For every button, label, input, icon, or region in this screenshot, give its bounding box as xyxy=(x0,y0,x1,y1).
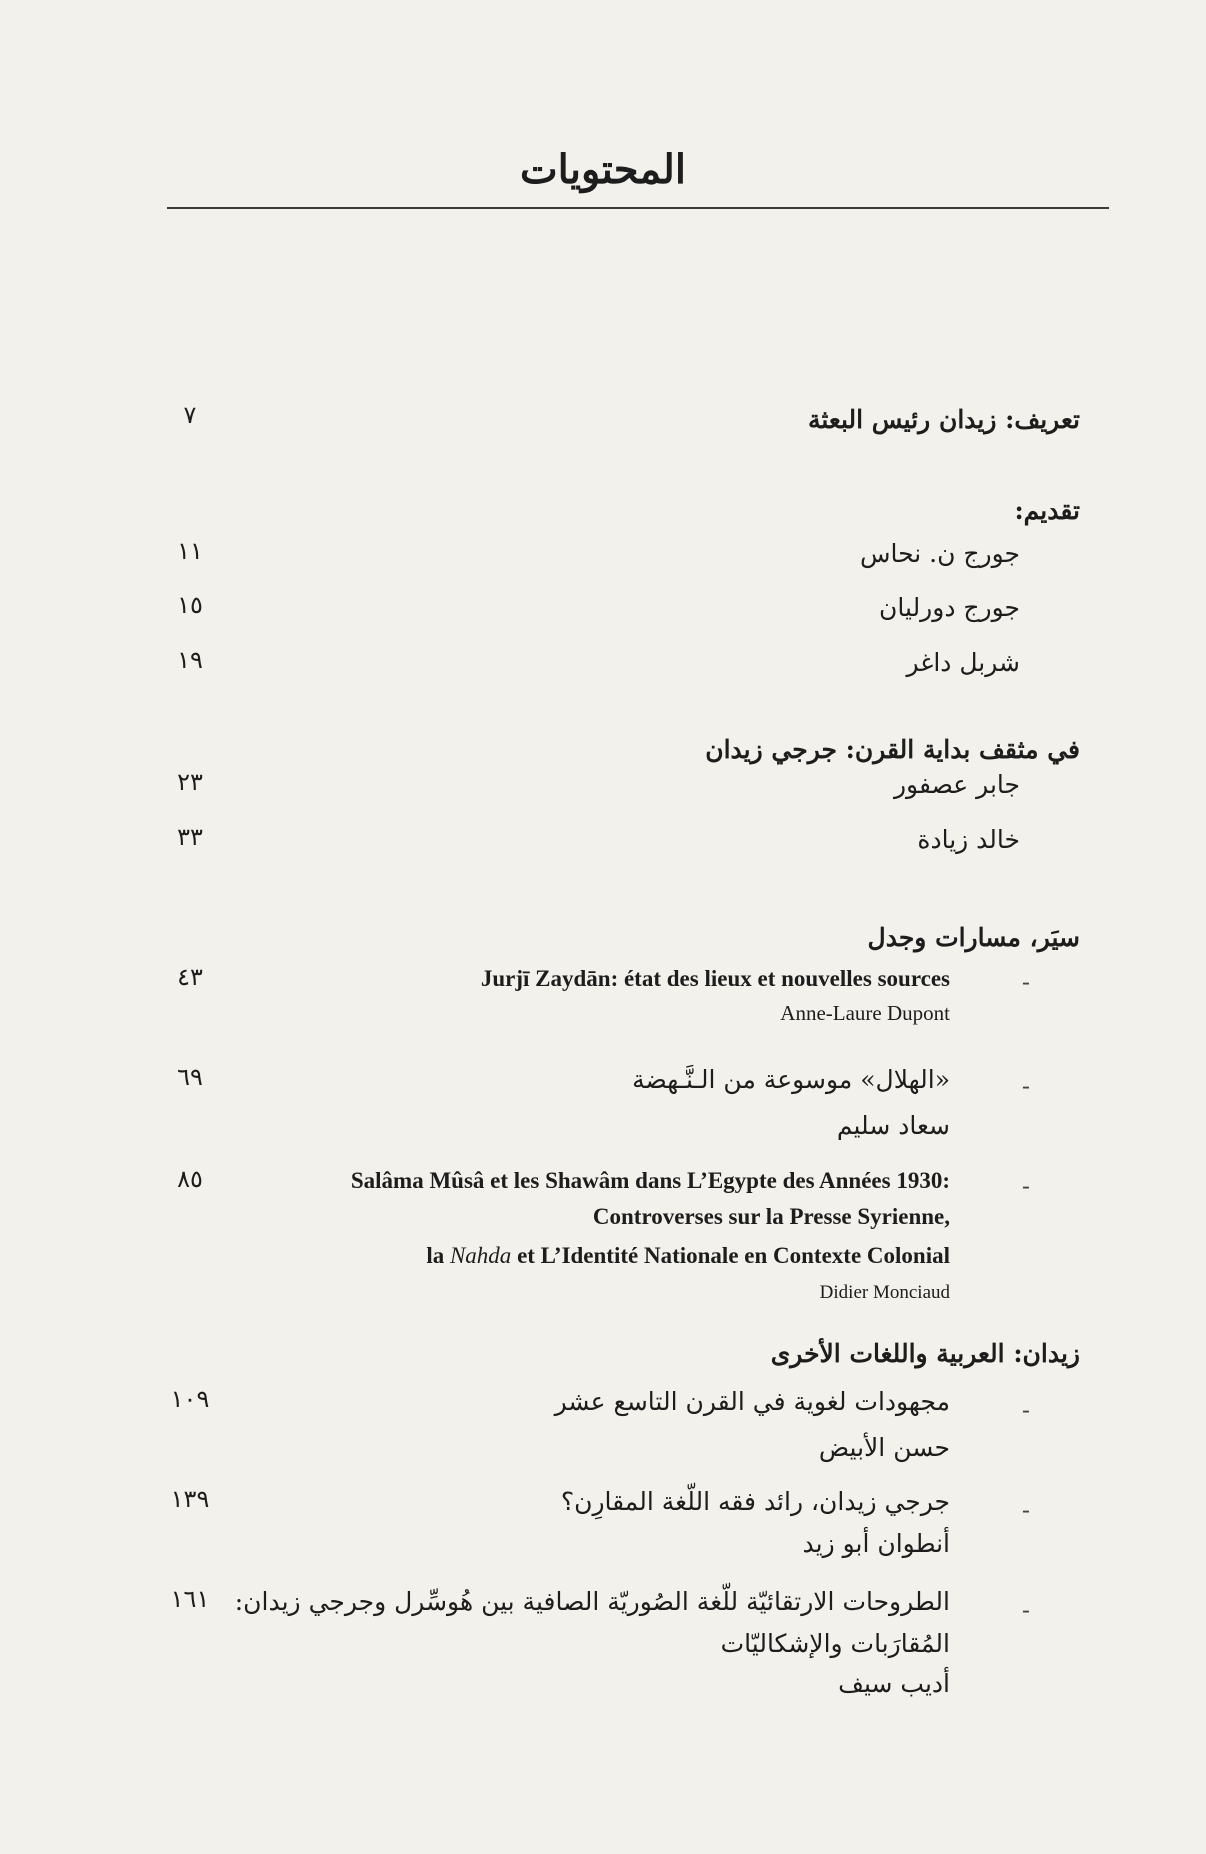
entry-author: جورج ن. نحاس xyxy=(859,539,1020,568)
entry-author: أنطوان أبو زيد xyxy=(802,1529,950,1558)
page-number: ٤٣ xyxy=(177,963,203,991)
page-number: ٧ xyxy=(183,401,197,429)
entry-author: جابر عصفور xyxy=(893,770,1020,799)
bullet-dash: - xyxy=(1021,1072,1030,1100)
entry-title: Jurjī Zaydān: état des lieux et nouvelles sources xyxy=(480,966,950,991)
section-heading: تقديم: xyxy=(1014,496,1080,525)
entry-author: جورج دورليان xyxy=(879,593,1020,622)
entry-author: شربل داغر xyxy=(906,648,1020,677)
section-heading: تعريف: زيدان رئيس البعثة xyxy=(807,405,1080,434)
page-number: ٢٣ xyxy=(177,768,203,796)
entry-title-line: Controverses sur la Presse Syrienne, xyxy=(592,1204,950,1229)
bullet-dash: - xyxy=(1021,1596,1030,1624)
entry-author: Didier Monciaud xyxy=(819,1282,950,1303)
entry-title-line: Salâma Mûsâ et les Shawâm dans L’Egypte des Années 1930: xyxy=(350,1168,950,1193)
entry-author: سعاد سليم xyxy=(836,1111,950,1140)
entry-title-italic: Nahda xyxy=(449,1243,512,1268)
page-number: ١٦١ xyxy=(170,1585,210,1613)
entry-title-line: المُقارَبات والإشكاليّات xyxy=(720,1629,950,1658)
entry-author: Anne-Laure Dupont xyxy=(780,1001,950,1025)
bullet-dash: - xyxy=(1021,968,1030,996)
section-heading: في مثقف بداية القرن: جرجي زيدان xyxy=(705,735,1080,764)
page-number: ٨٥ xyxy=(177,1165,203,1193)
page-number: ٦٩ xyxy=(177,1063,203,1091)
bullet-dash: - xyxy=(1021,1172,1030,1200)
page-number: ١٠٩ xyxy=(170,1385,210,1413)
section-heading: سيَر، مسارات وجدل xyxy=(867,923,1080,952)
bullet-dash: - xyxy=(1021,1496,1030,1524)
entry-title-text: la xyxy=(426,1243,450,1268)
entry-title-line xyxy=(426,1239,950,1273)
entry-title-text: et L’Identité Nationale en Contexte Colonial xyxy=(511,1243,950,1268)
page-number: ١٩ xyxy=(177,646,203,674)
page-number: ٣٣ xyxy=(177,823,203,851)
page-title: المحتويات xyxy=(520,146,686,193)
page-number: ١١ xyxy=(177,537,203,565)
bullet-dash: - xyxy=(1021,1396,1030,1424)
entry-title: مجهودات لغوية في القرن التاسع عشر xyxy=(554,1387,950,1416)
page-number: ١٥ xyxy=(177,591,203,619)
entry-author: أديب سيف xyxy=(838,1669,950,1698)
entry-author: حسن الأبيض xyxy=(818,1433,950,1462)
entry-author: خالد زيادة xyxy=(917,825,1020,854)
page-number: ١٣٩ xyxy=(170,1485,210,1513)
entry-title: «الهلال» موسوعة من الـنَّـهضة xyxy=(632,1065,950,1094)
section-heading: زيدان: العربية واللغات الأخرى xyxy=(770,1339,1080,1368)
entry-title-line: الطروحات الارتقائيّة للّغة الصُوريّة الصافية بين هُوسِّرل وجرجي زيدان: xyxy=(234,1587,950,1616)
title-divider xyxy=(167,207,1109,209)
entry-title: جرجي زيدان، رائد فقه اللّغة المقارِن؟ xyxy=(560,1487,950,1516)
